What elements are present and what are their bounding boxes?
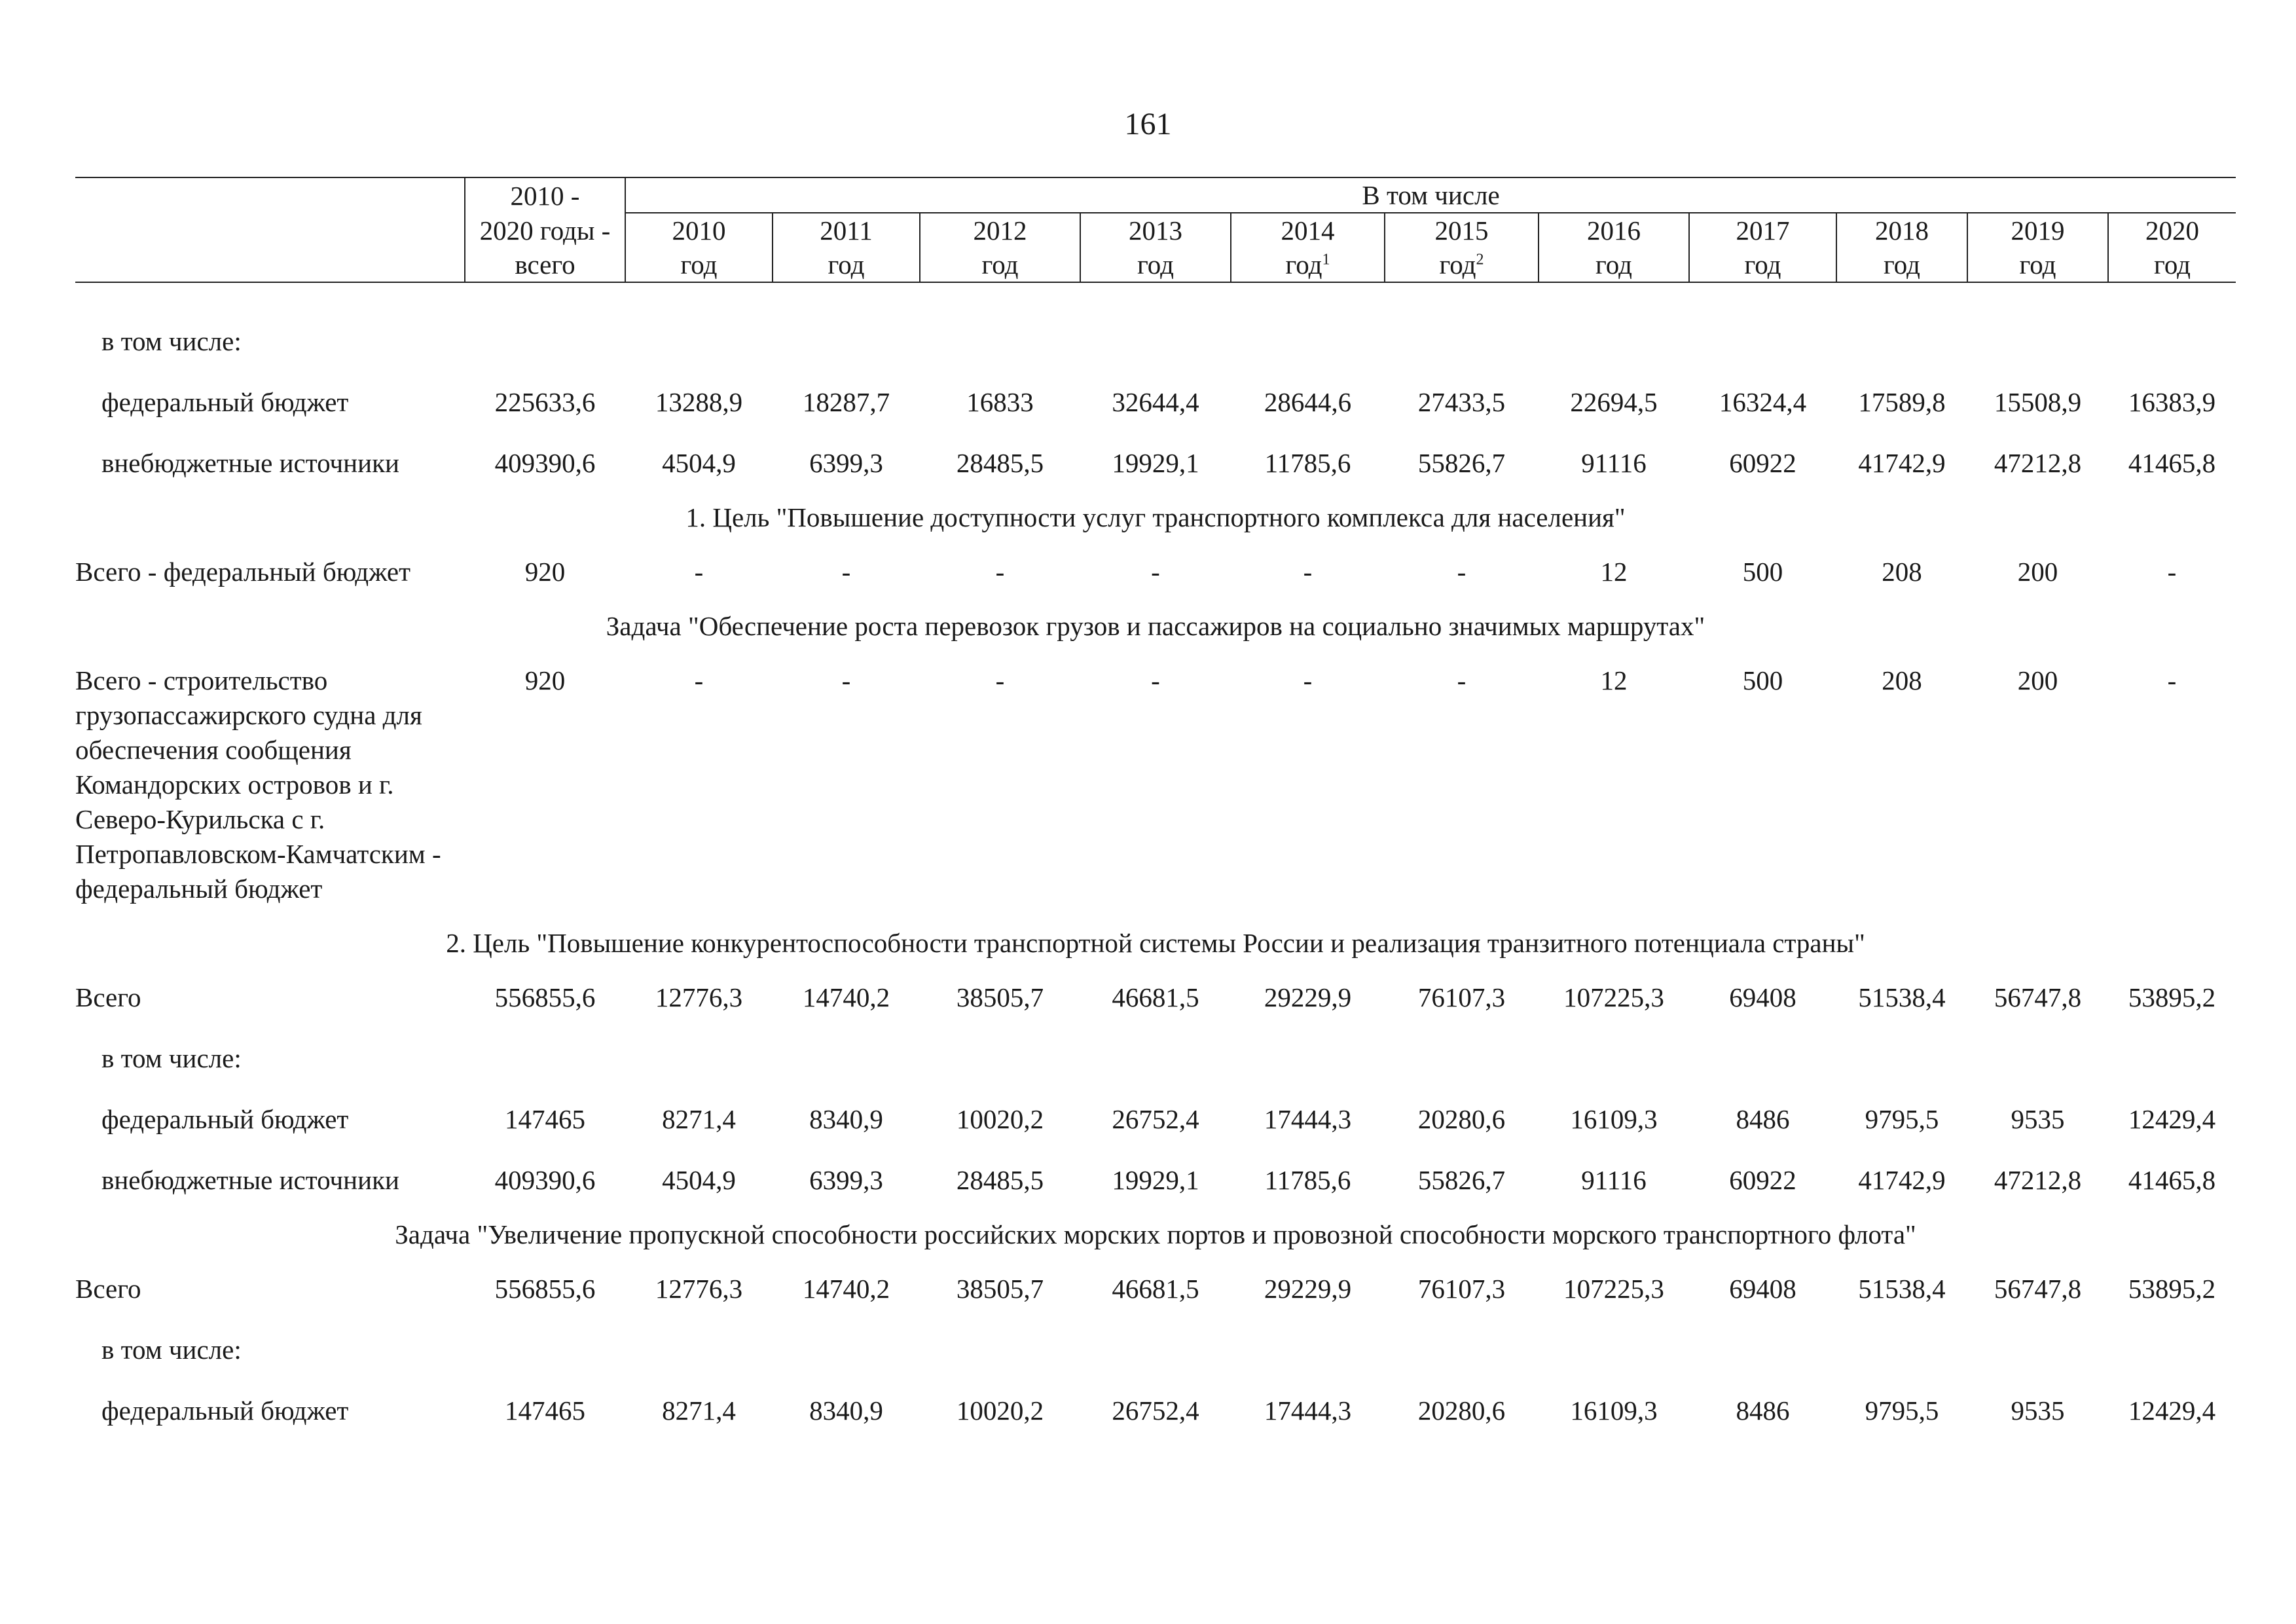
row-value-2020: 16383,9 [2128, 387, 2216, 417]
row-total: 409390,6 [494, 448, 596, 478]
row-value-2019: 200 [2017, 665, 2058, 695]
row-value-2016: 91116 [1581, 448, 1647, 478]
row-value-2019: 47212,8 [1994, 448, 2082, 478]
row-value-2010: 12776,3 [655, 982, 743, 1012]
row-total: 147465 [505, 1104, 585, 1134]
row-value-2020: 53895,2 [2128, 982, 2216, 1012]
row-value-2015: - [1457, 665, 1467, 695]
row-value-2015: 55826,7 [1417, 448, 1506, 478]
row-value-2014: - [1303, 557, 1313, 587]
row-value-2013: - [1151, 557, 1160, 587]
year-header-2020: 2020 [2108, 213, 2236, 248]
row-value-2013: 46681,5 [1112, 1274, 1199, 1304]
table-row [75, 1259, 2236, 1320]
row-value-2012: 38505,7 [956, 1274, 1044, 1304]
row-value-2014: - [1303, 665, 1313, 695]
table-row [75, 967, 2236, 1028]
row-value-2017: 60922 [1729, 448, 1796, 478]
group-header: В том числе [625, 177, 2236, 213]
table-body [75, 311, 2236, 1441]
footnote-mark: 1 [1322, 251, 1330, 268]
row-value-2012: 16833 [966, 387, 1034, 417]
total-column-header-line1: 2010 - [465, 177, 625, 213]
table-header [75, 177, 2236, 283]
row-value-2011: 18287,7 [802, 387, 890, 417]
table-row [75, 1089, 2236, 1150]
row-value-2018: 51538,4 [1858, 1274, 1946, 1304]
row-label: внебюджетные источники [101, 448, 399, 478]
section-heading: 1. Цель "Повышение доступности услуг транспортного комплекса для населения" [685, 502, 1626, 532]
table-row [75, 542, 2236, 602]
row-value-2017: 500 [1742, 665, 1783, 695]
year-unit-2011: год [773, 248, 920, 282]
section-heading: Задача "Обеспечение роста перевозок грузов и пассажиров на социально значимых маршрутах" [606, 611, 1705, 641]
year-unit-2020: год [2108, 248, 2236, 282]
year-unit-2010: год [625, 248, 773, 282]
row-value-2015: 20280,6 [1417, 1104, 1506, 1134]
table-row [75, 1380, 2236, 1441]
row-value-2011: 6399,3 [809, 448, 883, 478]
row-value-2010: - [694, 557, 704, 587]
year-unit-2013: год [1080, 248, 1231, 282]
row-value-2020: - [2167, 557, 2177, 587]
row-value-2019: 9535 [2011, 1104, 2065, 1134]
row-value-2010: - [694, 665, 704, 695]
year-unit-2014: год$^1$ [1231, 248, 1385, 282]
row-value-2017: 69408 [1729, 982, 1796, 1012]
row-value-2012: 28485,5 [956, 1165, 1044, 1195]
row-value-2018: 17589,8 [1858, 387, 1946, 417]
row-total: 556855,6 [494, 982, 596, 1012]
year-header-2012: 2012 [920, 213, 1080, 248]
section-heading: Задача "Увеличение пропускной способности российских морских портов и провозной способности морского транспортного флота" [395, 1219, 1916, 1249]
row-value-2013: 46681,5 [1112, 982, 1199, 1012]
year-unit-2019: год [1967, 248, 2108, 282]
row-value-2013: 26752,4 [1112, 1104, 1199, 1134]
row-label: внебюджетные источники [101, 1165, 399, 1195]
row-value-2010: 12776,3 [655, 1274, 743, 1304]
row-value-2012: 10020,2 [956, 1104, 1044, 1134]
row-value-2018: 9795,5 [1865, 1104, 1939, 1134]
row-label: федеральный бюджет [101, 1395, 349, 1426]
table-row [75, 1320, 2236, 1380]
total-column-header-line3: всего [465, 248, 625, 282]
row-value-2014: 29229,9 [1264, 1274, 1352, 1304]
row-value-2017: 69408 [1729, 1274, 1796, 1304]
row-label: Всего [75, 982, 141, 1012]
row-value-2020: 41465,8 [2128, 1165, 2216, 1195]
row-value-2016: 107225,3 [1563, 1274, 1664, 1304]
row-value-2015: 27433,5 [1417, 387, 1506, 417]
table-row [75, 1028, 2236, 1089]
row-value-2012: - [995, 557, 1005, 587]
header-blank-cell [75, 177, 465, 213]
row-value-2015: 76107,3 [1417, 1274, 1506, 1304]
row-value-2018: 41742,9 [1858, 1165, 1946, 1195]
row-value-2011: 8340,9 [809, 1395, 883, 1426]
footnote-mark: 2 [1476, 251, 1484, 268]
row-value-2011: - [841, 557, 851, 587]
year-header-2011: 2011 [773, 213, 920, 248]
row-value-2010: 13288,9 [655, 387, 743, 417]
year-unit-2016: год [1539, 248, 1689, 282]
row-value-2017: 16324,4 [1719, 387, 1807, 417]
total-column-header-line2: 2020 годы - [465, 213, 625, 248]
row-value-2014: 28644,6 [1264, 387, 1352, 417]
row-value-2014: 11785,6 [1264, 448, 1351, 478]
row-total: 147465 [505, 1395, 585, 1426]
year-unit-2012: год [920, 248, 1080, 282]
row-value-2020: 12429,4 [2128, 1395, 2216, 1426]
row-value-2019: 47212,8 [1994, 1165, 2082, 1195]
row-value-2017: 500 [1742, 557, 1783, 587]
row-value-2020: 12429,4 [2128, 1104, 2216, 1134]
row-value-2018: 9795,5 [1865, 1395, 1939, 1426]
row-value-2014: 11785,6 [1264, 1165, 1351, 1195]
row-label: Всего - строительство грузопассажирского судна для обеспечения сообщения Командорских островов и г. Северо-Курильска с г. Петропавловском-Камчатским - федеральный бюджет [75, 665, 441, 904]
row-value-2019: 200 [2017, 557, 2058, 587]
table-rows [75, 311, 2236, 1441]
row-value-2019: 56747,8 [1994, 982, 2082, 1012]
page-number: 161 [1124, 107, 1172, 141]
row-value-2010: 8271,4 [662, 1395, 736, 1426]
row-value-2012: 28485,5 [956, 448, 1044, 478]
row-value-2013: 32644,4 [1112, 387, 1199, 417]
row-value-2011: 14740,2 [802, 982, 890, 1012]
year-unit-2015: год$^2$ [1385, 248, 1539, 282]
year-header-2016: 2016 [1539, 213, 1689, 248]
row-value-2020: 53895,2 [2128, 1274, 2216, 1304]
row-value-2015: - [1457, 557, 1467, 587]
row-value-2013: 19929,1 [1112, 1165, 1199, 1195]
table-row [75, 650, 2236, 919]
row-value-2011: 14740,2 [802, 1274, 890, 1304]
section-heading: 2. Цель "Повышение конкурентоспособности транспортной системы России и реализация транзитного потенциала страны" [446, 928, 1865, 958]
year-header-2015: 2015 [1385, 213, 1539, 248]
row-label: в том числе: [101, 1043, 242, 1073]
row-value-2018: 208 [1882, 557, 1922, 587]
row-value-2015: 55826,7 [1417, 1165, 1506, 1195]
year-unit-2017: год [1689, 248, 1836, 282]
row-label: Всего - федеральный бюджет [75, 557, 411, 587]
row-total: 409390,6 [494, 1165, 596, 1195]
row-value-2016: 22694,5 [1570, 387, 1658, 417]
row-label: в том числе: [101, 1335, 242, 1365]
row-value-2019: 9535 [2011, 1395, 2065, 1426]
year-header-2017: 2017 [1689, 213, 1836, 248]
row-value-2018: 51538,4 [1858, 982, 1946, 1012]
row-value-2016: 12 [1600, 665, 1628, 695]
row-value-2016: 91116 [1581, 1165, 1647, 1195]
row-value-2014: 17444,3 [1264, 1395, 1352, 1426]
table-row [75, 433, 2236, 494]
row-label: Всего [75, 1274, 141, 1304]
row-value-2010: 4504,9 [662, 448, 736, 478]
table-row [75, 1150, 2236, 1211]
year-header-2019: 2019 [1967, 213, 2108, 248]
year-header-2014: 2014 [1231, 213, 1385, 248]
row-value-2010: 8271,4 [662, 1104, 736, 1134]
table-row [75, 919, 2236, 967]
row-value-2011: 8340,9 [809, 1104, 883, 1134]
year-header-2010: 2010 [625, 213, 773, 248]
row-filler [465, 1028, 2236, 1089]
row-value-2016: 16109,3 [1570, 1104, 1658, 1134]
row-value-2013: 26752,4 [1112, 1395, 1199, 1426]
row-value-2012: - [995, 665, 1005, 695]
row-value-2017: 60922 [1729, 1165, 1796, 1195]
table-row [75, 494, 2236, 542]
row-filler [465, 311, 2236, 372]
row-value-2016: 107225,3 [1563, 982, 1664, 1012]
row-value-2017: 8486 [1736, 1395, 1790, 1426]
table-row [75, 602, 2236, 650]
row-value-2013: - [1151, 665, 1160, 695]
row-value-2010: 4504,9 [662, 1165, 736, 1195]
row-total: 556855,6 [494, 1274, 596, 1304]
year-unit-2018: год [1836, 248, 1967, 282]
row-label: в том числе: [101, 326, 242, 356]
row-value-2018: 208 [1882, 665, 1922, 695]
row-value-2013: 19929,1 [1112, 448, 1199, 478]
row-value-2018: 41742,9 [1858, 448, 1946, 478]
row-value-2019: 56747,8 [1994, 1274, 2082, 1304]
row-value-2015: 76107,3 [1417, 982, 1506, 1012]
row-value-2011: 6399,3 [809, 1165, 883, 1195]
row-value-2020: - [2167, 665, 2177, 695]
year-header-2018: 2018 [1836, 213, 1967, 248]
row-value-2016: 16109,3 [1570, 1395, 1658, 1426]
table-row [75, 1211, 2236, 1259]
row-label: федеральный бюджет [101, 1104, 349, 1134]
row-total: 920 [524, 665, 566, 695]
row-value-2014: 17444,3 [1264, 1104, 1352, 1134]
table-row [75, 311, 2236, 372]
row-total: 225633,6 [494, 387, 596, 417]
row-value-2014: 29229,9 [1264, 982, 1352, 1012]
row-value-2011: - [841, 665, 851, 695]
row-total: 920 [524, 557, 566, 587]
row-value-2017: 8486 [1736, 1104, 1790, 1134]
row-filler [465, 1320, 2236, 1380]
row-value-2020: 41465,8 [2128, 448, 2216, 478]
row-value-2012: 38505,7 [956, 982, 1044, 1012]
row-value-2016: 12 [1600, 557, 1628, 587]
row-label: федеральный бюджет [101, 387, 349, 417]
row-value-2019: 15508,9 [1994, 387, 2082, 417]
table-row [75, 372, 2236, 433]
row-value-2012: 10020,2 [956, 1395, 1044, 1426]
year-header-2013: 2013 [1080, 213, 1231, 248]
row-value-2015: 20280,6 [1417, 1395, 1506, 1426]
